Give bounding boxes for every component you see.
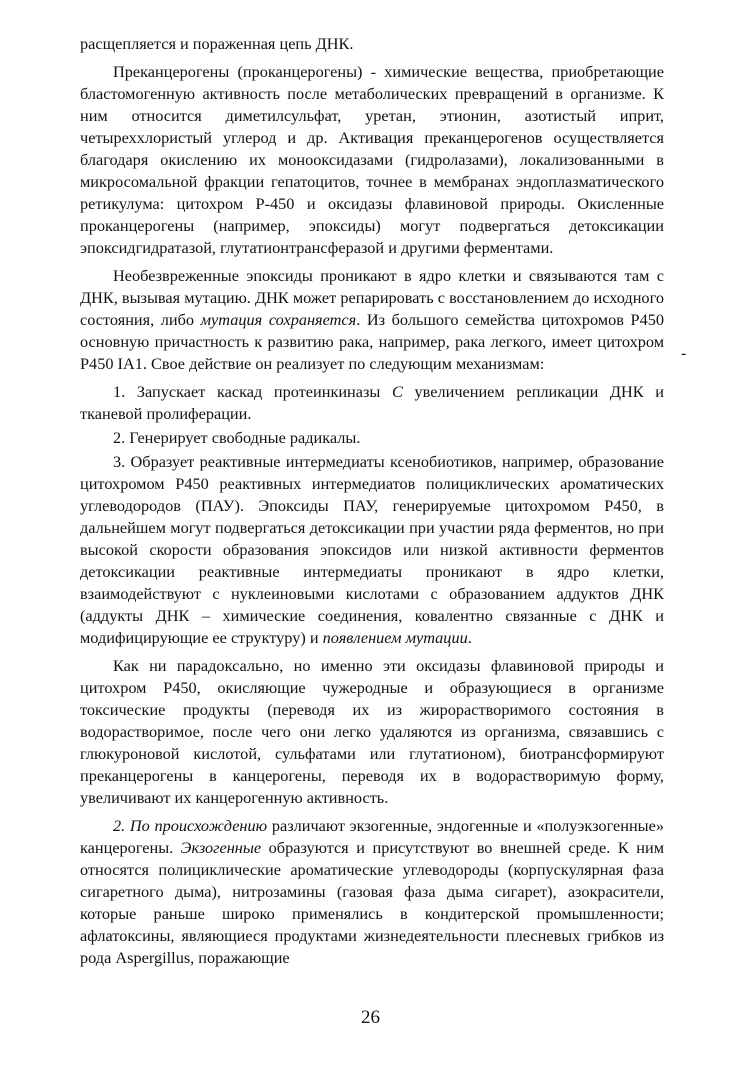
paragraph-text: Как ни парадоксально, но именно эти оксидазы флавиновой природы и цитохром Р450, окисляющие чужеродные и образующиеся в организме токсические продукты (переводя их из жирорастворимого состояния в водорастворимое, после чего они легко удаляются из организма, связавшись с глюкуроновой кислотой, сульфатами или глутатионом), биотрансформируют преканцерогены в канцерогены, переводя их в водорастворимую форму, увеличивают их канцерогенную активность. bbox=[80, 656, 664, 807]
paragraph-precarcinogens bbox=[80, 61, 664, 259]
list-item-2 bbox=[80, 427, 664, 449]
paragraph-text: увеличением репликации ДНК и тканевой пролиферации. bbox=[80, 382, 664, 423]
paragraph-epoxides bbox=[80, 265, 664, 375]
italic-phrase: появлением мутации bbox=[322, 628, 468, 647]
italic-heading: 2. По происхождению bbox=[113, 816, 268, 835]
paragraph-text: различают экзогенные, эндогенные и «полуэкзогенные» канцерогены. bbox=[80, 816, 664, 857]
paragraph-text: образуются и присутствуют во внешней среде. К ним относятся полициклические ароматические углеводороды (корпускулярная фаза сигаретного дыма), нитрозамины (газовая фаза дыма сигарет), азокрасители, которые раньше широко применялись в кондитерской промышленности; афлатоксины, являющиеся продуктами жизнедеятельности плесневых грибков из рода Aspergillus, поражающие bbox=[80, 838, 664, 967]
paragraph-text: . bbox=[467, 628, 472, 647]
body-text bbox=[80, 33, 664, 975]
list-item-3 bbox=[80, 451, 664, 649]
italic-phrase: мутация сохраняется bbox=[200, 310, 357, 329]
paragraph-text: 2. Генерирует свободные радикалы. bbox=[113, 428, 361, 447]
paragraph-text: Необезвреженные эпоксиды проникают в ядро клетки и связываются там с ДНК, вызывая мутацию. ДНК может репарировать с восстановлением до исходного состояния, либо bbox=[80, 266, 664, 329]
italic-term: Экзогенные bbox=[180, 838, 262, 857]
margin-mark: - bbox=[681, 345, 687, 362]
italic-letter: С bbox=[392, 382, 403, 401]
paragraph-text: 3. Образует реактивные интермедиаты ксенобиотиков, например, образование цитохромом Р450 реактивных интермедиатов полициклических ароматических углеводородов (ПАУ). Эпоксиды ПАУ, генерируемые цитохромом Р450, в дальнейшем могут подвергаться детоксикации при участии ряда ферментов, но при высокой скорости образования эпоксидов или низкой активности ферментов детоксикации реактивные интермедиаты проникают в ядро клетки, взаимодействуют с нуклеиновыми кислотами с образованием аддуктов ДНК (аддукты ДНК – химические соединения, ковалентно связанные с ДНК и модифицирующие ее структуру) и bbox=[80, 452, 664, 647]
paragraph-text: 1. Запускает каскад протеинкиназы bbox=[113, 382, 393, 401]
paragraph-text: Преканцерогены (проканцерогены) - химические вещества, приобретающие бластомогенную активность после метаболических превращений в организме. К ним относится диметилсульфат, уретан, этионин, азотистый иприт, четыреххлористый углерод и др. Активация преканцерогенов осуществляется благодаря окислению их монооксидазами (гидролазами), локализованными в микросомальной фракции гепатоцитов, точнее в мембранах эндоплазматического ретикулума: цитохром Р-450 и оксидазы флавиновой природы. Окисленные проканцерогены (например, эпоксиды) могут подвергаться детоксикации эпоксидгидратазой, глутатионтрансферазой и другими ферментами. bbox=[80, 62, 664, 257]
paragraph-text: расщепляется и пораженная цепь ДНК. bbox=[80, 34, 354, 53]
paragraph-text: . Из большого семейства цитохромов Р450 основную причастность к развитию рака, например, рака легкого, имеет цитохром Р450 IA1. Свое действие он реализует по следующим механизмам: bbox=[80, 310, 664, 373]
page-number: 26 bbox=[361, 1007, 380, 1028]
paragraph-continuation bbox=[80, 33, 664, 55]
list-item-1 bbox=[80, 381, 664, 425]
paragraph-origin bbox=[80, 815, 664, 969]
paragraph-paradox bbox=[80, 655, 664, 809]
